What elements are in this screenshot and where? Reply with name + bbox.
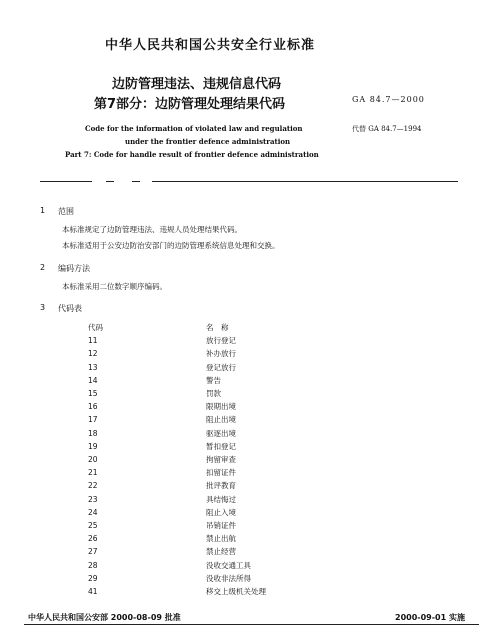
name-cell: 禁止经营 (206, 547, 236, 557)
code-cell: 23 (88, 494, 98, 504)
code-cell: 41 (88, 587, 98, 597)
name-cell: 拘留审查 (206, 455, 236, 465)
name-cell: 放行登记 (206, 336, 236, 346)
table-row (88, 400, 266, 413)
code-cell: 25 (88, 521, 98, 531)
table-row (88, 545, 266, 558)
table-row (88, 572, 266, 585)
name-cell: 补办放行 (206, 349, 236, 359)
name-cell: 登记放行 (206, 362, 236, 372)
section-1-paragraph: 本标准适用于公安边防治安部门的边防管理系统信息处理和交换。 (62, 241, 280, 250)
code-cell: 15 (88, 389, 98, 399)
divider-segment (132, 181, 140, 182)
name-cell: 吊销证件 (206, 521, 236, 531)
name-cell: 阻止入境 (206, 507, 236, 517)
footer-divider (24, 624, 479, 625)
table-row (88, 374, 266, 387)
document-title-line1: 边防管理违法、违规信息代码 (112, 77, 282, 92)
code-cell: 12 (88, 349, 98, 359)
code-cell: 22 (88, 481, 98, 491)
standard-category-title: 中华人民共和国公共安全行业标准 (105, 38, 316, 53)
code-cell: 18 (88, 428, 98, 438)
table-row (88, 479, 266, 492)
code-cell: 24 (88, 507, 98, 517)
name-cell: 具结悔过 (206, 494, 236, 504)
section-2-paragraph: 本标准采用二位数字顺序编码。 (62, 282, 167, 291)
replaces-standard: 代替 GA 84.7—1994 (352, 125, 422, 133)
code-cell: 13 (88, 362, 98, 372)
code-cell: 26 (88, 534, 98, 544)
divider-segment (106, 181, 114, 182)
divider-line (152, 181, 458, 182)
name-cell: 暂扣登记 (206, 441, 236, 451)
table-row (88, 413, 266, 426)
english-title-line1: Code for the information of violated law and regulation (85, 124, 303, 133)
name-cell: 警告 (206, 375, 221, 385)
standard-number: GA 84.7—2000 (352, 95, 425, 104)
section-1-heading: 范围 (58, 207, 74, 216)
name-cell: 阻止出境 (206, 415, 236, 425)
section-3-number: 3 (40, 303, 46, 312)
section-1-paragraph: 本标准规定了边防管理违法、违规人员处理结果代码。 (62, 225, 242, 234)
approval-statement: 中华人民共和国公安部 2000-08-09 批准 (28, 613, 181, 622)
table-row (88, 585, 266, 598)
table-header-row (88, 321, 266, 334)
table-row (88, 532, 266, 545)
code-table (88, 321, 266, 598)
name-cell: 移交上级机关处理 (206, 587, 266, 597)
section-3-heading: 代码表 (58, 304, 82, 313)
name-cell: 没收交通工具 (206, 560, 251, 570)
english-title-line2: under the frontier defence administration (125, 137, 291, 146)
document-title-line2: 第7部分：边防管理处理结果代码 (94, 97, 286, 112)
table-row (88, 361, 266, 374)
effective-date: 2000-09-01 实施 (395, 613, 465, 622)
code-cell: 17 (88, 415, 98, 425)
code-cell: 28 (88, 560, 98, 570)
name-cell: 禁止出航 (206, 534, 236, 544)
code-cell: 14 (88, 375, 98, 385)
code-cell: 16 (88, 402, 98, 412)
column-header-code: 代码 (88, 323, 103, 332)
english-title-line3: Part 7: Code for handle result of frontier defence administration (65, 150, 319, 159)
code-cell: 29 (88, 573, 98, 583)
table-row (88, 506, 266, 519)
column-header-name: 名 称 (206, 323, 229, 332)
code-cell: 21 (88, 468, 98, 478)
section-2-heading: 编码方法 (58, 264, 90, 273)
table-row (88, 427, 266, 440)
name-cell: 没收非法所得 (206, 573, 251, 583)
table-row (88, 440, 266, 453)
name-cell: 罚款 (206, 389, 221, 399)
table-row (88, 347, 266, 360)
code-cell: 27 (88, 547, 98, 557)
code-cell: 20 (88, 455, 98, 465)
table-row (88, 559, 266, 572)
code-cell: 19 (88, 441, 98, 451)
section-1-number: 1 (40, 206, 46, 215)
table-row (88, 466, 266, 479)
name-cell: 驱逐出境 (206, 428, 236, 438)
name-cell: 限期出境 (206, 402, 236, 412)
table-row (88, 519, 266, 532)
name-cell: 扣留证件 (206, 468, 236, 478)
table-row (88, 493, 266, 506)
table-row (88, 387, 266, 400)
name-cell: 批评教育 (206, 481, 236, 491)
section-2-number: 2 (40, 263, 46, 272)
table-row (88, 453, 266, 466)
code-cell: 11 (88, 336, 98, 346)
divider-segment (40, 181, 92, 182)
table-row (88, 334, 266, 347)
